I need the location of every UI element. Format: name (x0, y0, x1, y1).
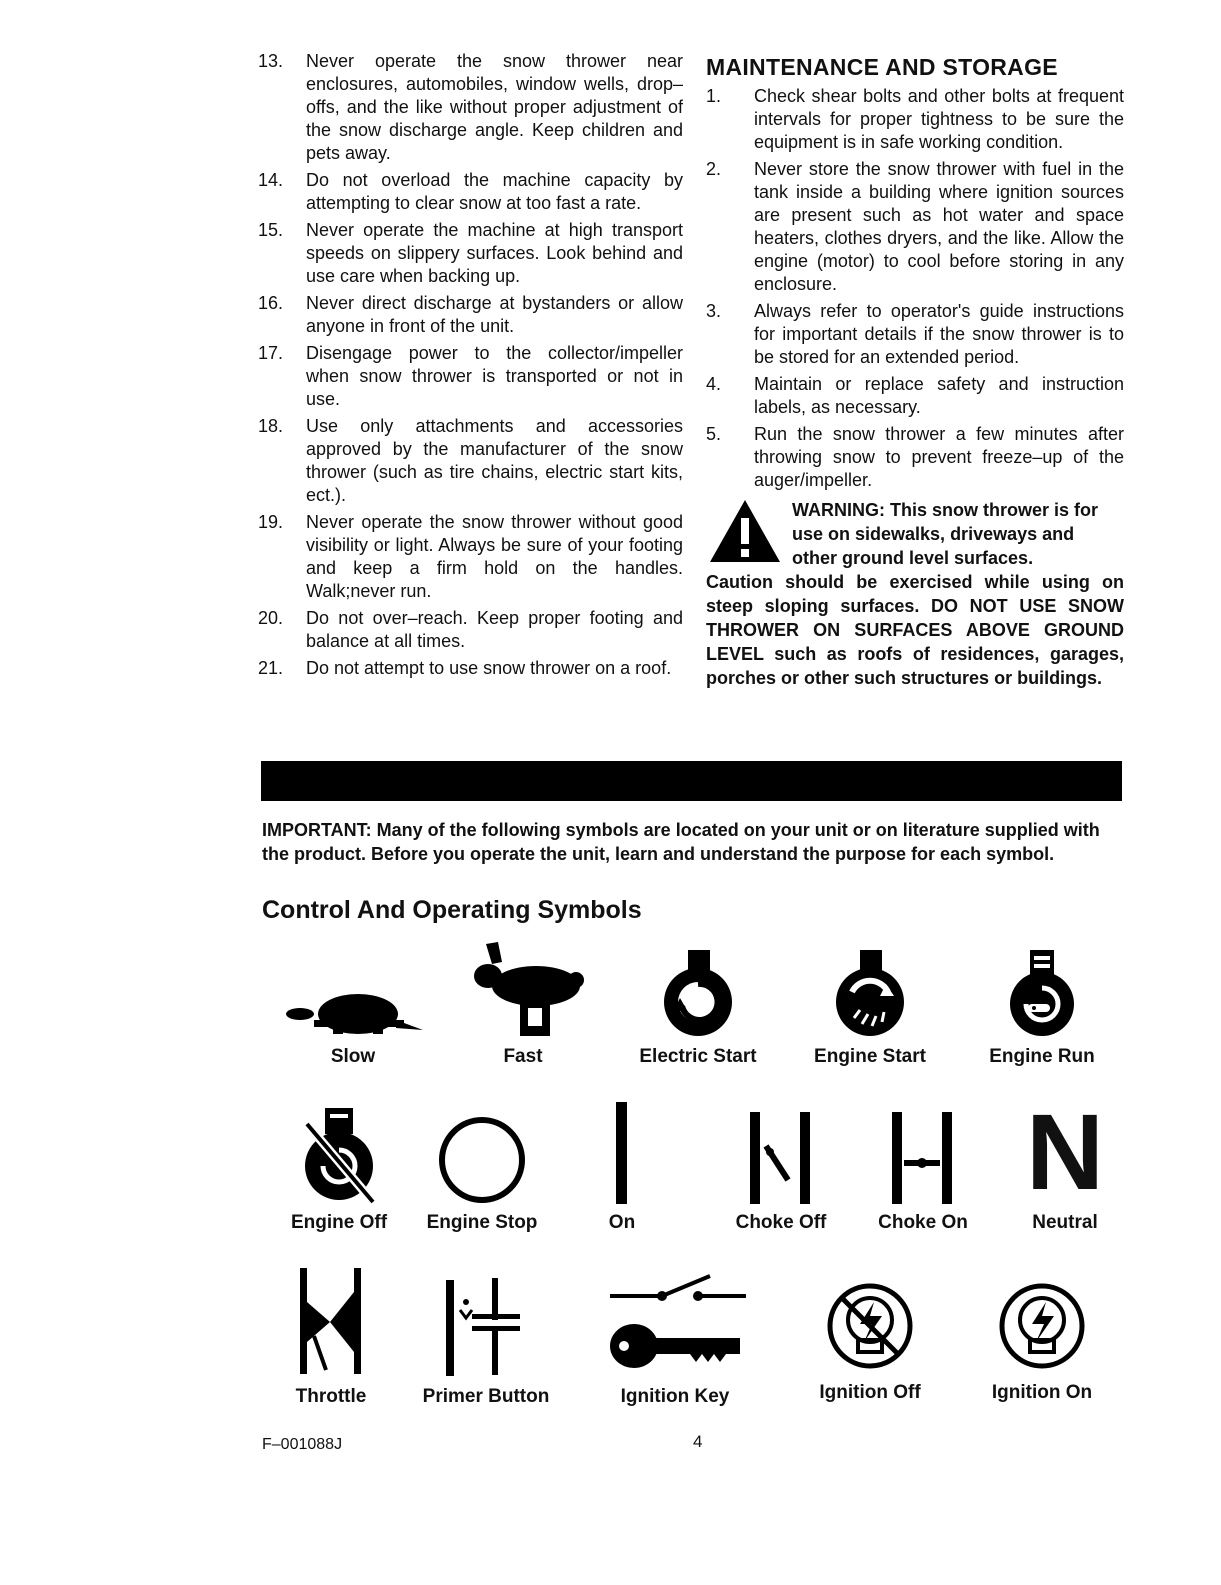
on-bar-icon (602, 1100, 642, 1206)
rabbit-icon (458, 942, 588, 1040)
choke-off-icon (736, 1106, 826, 1206)
ignition-key-icon (600, 1270, 750, 1380)
symbol-ignition-on: Ignition On (972, 1276, 1112, 1404)
symbol-engine-off: Engine Off (274, 1106, 404, 1234)
section-divider-bar (261, 761, 1122, 801)
neutral-n-glyph: N (1026, 1091, 1104, 1212)
engine-off-icon (299, 1106, 379, 1206)
symbol-ignition-key: Ignition Key (590, 1270, 760, 1408)
list-item: 19. Never operate the snow thrower without good visibility or light. Always be sure of your footing and keep a firm hold on the handles. Walk;never run. (258, 512, 683, 601)
ignition-on-icon (992, 1276, 1092, 1376)
list-item: 5. Run the snow thrower a few minutes after throwing snow to prevent freeze–up of the auger/impeller. (706, 424, 1124, 490)
section-title: MAINTENANCE AND STORAGE (706, 54, 1058, 80)
engine-stop-circle-icon (432, 1106, 532, 1206)
document-code: F–001088J (262, 1436, 343, 1453)
list-item: 18. Use only attachments and accessories approved by the manufacturer of the snow thrower (such as tire chains, electric start kits, ect.). (258, 416, 683, 505)
symbol-primer-button: Primer Button (406, 1266, 566, 1408)
list-item: 21. Do not attempt to use snow thrower on a roof. (258, 658, 672, 678)
electric-start-icon (658, 948, 738, 1040)
symbol-engine-start: Engine Start (790, 948, 950, 1068)
list-item: 1. Check shear bolts and other bolts at frequent intervals for proper tightness to be sure the equipment is in safe working condition. (706, 86, 1124, 152)
important-note: IMPORTANT: Many of the following symbols are located on your unit or on literature supplied with the product. Before you operate the unit, learn and understand the purpose for each symbol. (262, 820, 1100, 864)
list-item: 16. Never direct discharge at bystanders or allow anyone in front of the unit. (258, 293, 683, 336)
list-item: 15. Never operate the machine at high transport speeds on slippery surfaces. Look behind and use care when backing up. (258, 220, 683, 286)
engine-start-icon (830, 948, 910, 1040)
symbol-engine-run: Engine Run (962, 948, 1122, 1068)
primer-button-icon (426, 1266, 546, 1380)
symbol-neutral: N Neutral (1000, 1100, 1130, 1234)
symbol-on: On (582, 1100, 662, 1234)
list-item: 20. Do not over–reach. Keep proper footing and balance at all times. (258, 608, 683, 651)
symbol-engine-stop: Engine Stop (412, 1106, 552, 1234)
warning-box (706, 498, 1124, 690)
turtle-icon (278, 990, 428, 1040)
list-item: 4. Maintain or replace safety and instruction labels, as necessary. (706, 374, 1124, 417)
ignition-off-icon (820, 1276, 920, 1376)
symbol-slow: Slow (268, 990, 438, 1068)
list-item: 2. Never store the snow thrower with fuel in the tank inside a building where ignition sources are present such as hot water and space heaters, clothes dryers, and the like. Allow the engine (motor) to cool before storing in any enclosure. (706, 159, 1124, 294)
symbol-electric-start: Electric Start (618, 948, 778, 1068)
symbol-throttle: Throttle (276, 1262, 386, 1408)
safety-rules-column (258, 50, 683, 684)
list-item: 14. Do not overload the machine capacity by attempting to clear snow at too fast a rate. (258, 170, 683, 213)
list-item: 3. Always refer to operator's guide instructions for important details if the snow thrower is to be stored for an extended period. (706, 301, 1124, 367)
choke-on-icon (878, 1106, 968, 1206)
symbol-fast: Fast (438, 942, 608, 1068)
symbol-ignition-off: Ignition Off (800, 1276, 940, 1404)
list-item: 17. Disengage power to the collector/impeller when snow thrower is transported or not in use. (258, 343, 683, 409)
warning-heading: WARNING: This snow thrower is for use on sidewalks, driveways and other ground level surfaces. (792, 500, 1099, 568)
warning-triangle-icon (708, 498, 786, 570)
engine-run-icon (1002, 948, 1082, 1040)
warning-body: Caution should be exercised while using on steep sloping surfaces. DO NOT USE SNOW THROWER ON SURFACES ABOVE GROUND LEVEL such as roofs of residences, garages, porches or other such structures or buildings. (706, 572, 1124, 688)
page-number: 4 (693, 1432, 703, 1451)
maintenance-column (706, 50, 1124, 690)
list-item: 13. Never operate the snow thrower near enclosures, automobiles, window wells, drop–offs, and the like without proper adjustment of the snow discharge angle. Keep children and pets away. (258, 51, 683, 163)
symbol-choke-on: Choke On (858, 1106, 988, 1234)
symbol-choke-off: Choke Off (716, 1106, 846, 1234)
symbols-title: Control And Operating Symbols (262, 896, 642, 924)
throttle-icon (296, 1262, 366, 1380)
